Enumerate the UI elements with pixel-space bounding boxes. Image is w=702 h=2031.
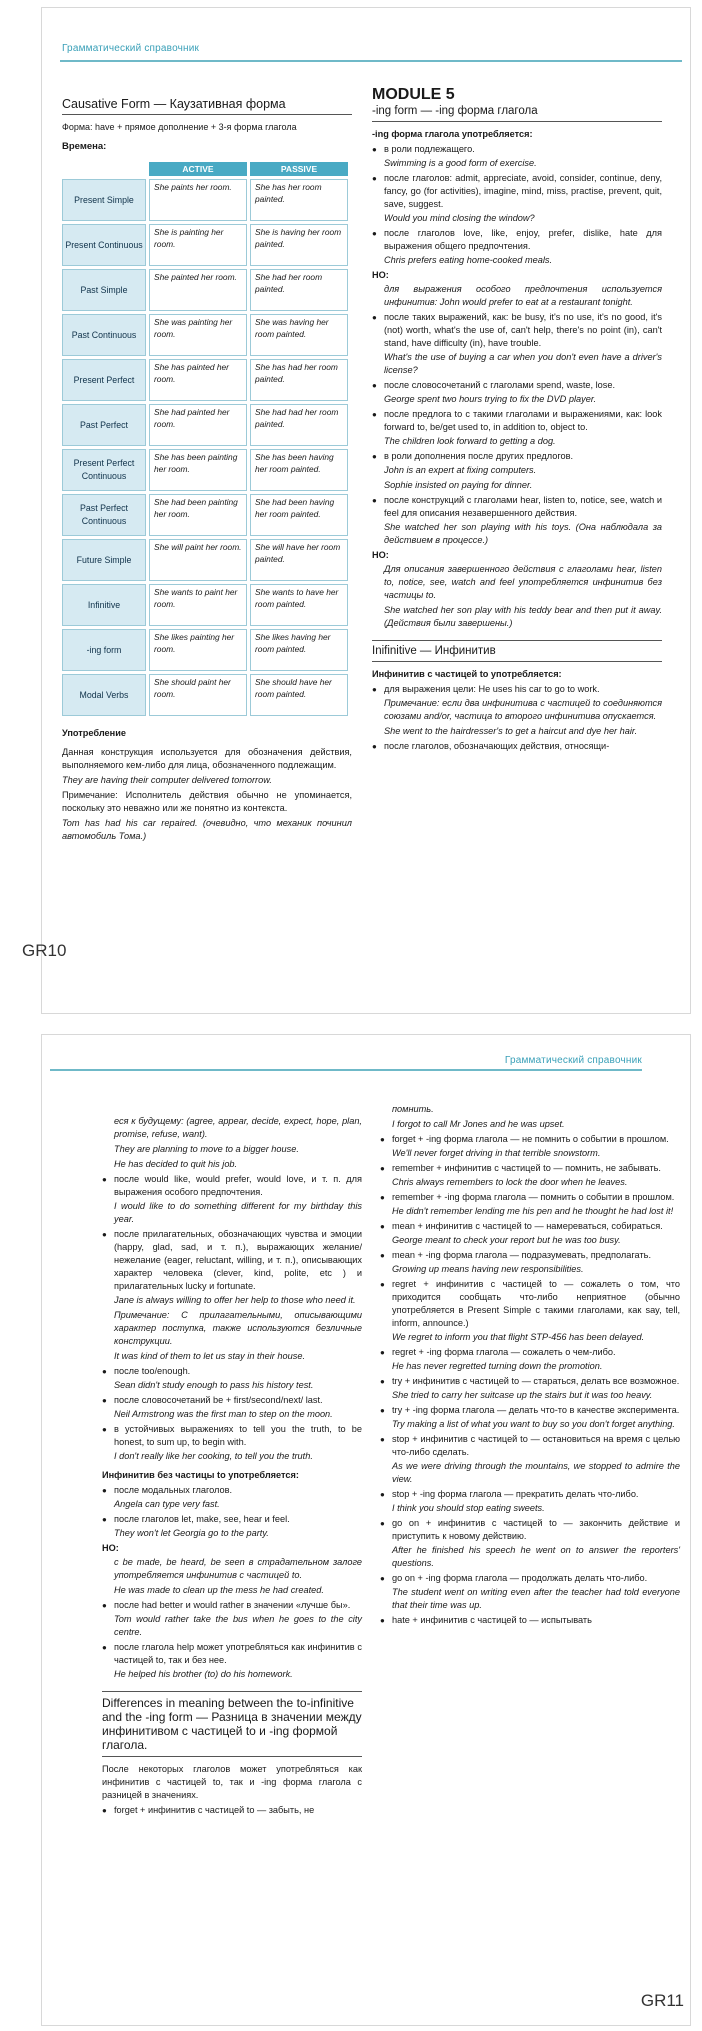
list-item: ● после словосочетаний с глаголами spend, waste, lose. (372, 379, 662, 392)
table-corner (62, 162, 146, 176)
tense-cell: Modal Verbs (62, 674, 146, 716)
inf-intro: Инфинитив с частицей to употребляется: (372, 669, 562, 679)
table-row (62, 494, 348, 536)
list-item: ● mean + -ing форма глагола — подразумевать, предполагать. (380, 1249, 680, 1262)
diff-title: Differences in meaning between the to-infinitive and the -ing form — Разница в значении между инфинитивом с частицей to и -ing формой глагола. (102, 1691, 362, 1757)
header-rule (50, 1069, 642, 1071)
example-line: Try making a list of what you want to buy so you don't forget anything. (392, 1419, 675, 1429)
example-line: Примечание: С прилагательными, описывающими характер поступка, также используются безличные конструкции. (114, 1310, 362, 1346)
example-line: George meant to check your report but he was too busy. (392, 1235, 621, 1245)
active-cell: She has painted her room. (149, 359, 247, 401)
list-item: ● в роли подлежащего. (372, 143, 662, 156)
example-line: Sean didn't study enough to pass his history test. (114, 1380, 314, 1390)
example-line: для выражения особого предпочтения используется инфинитив: John would prefer to eat at a restaurant tonight. (384, 284, 662, 307)
forma-line: Форма: have + прямое дополнение + 3-я форма глагола (62, 122, 297, 132)
vremena-label: Времена: (62, 141, 107, 152)
table-row (62, 584, 348, 626)
example-line: Chris prefers eating home-cooked meals. (384, 255, 553, 265)
table-row (62, 404, 348, 446)
list-item: ● после would like, would prefer, would love, и т. п. для выражения особого предпочтения. (102, 1173, 362, 1199)
example-line: We'll never forget driving in that terrible snowstorm. (392, 1148, 601, 1158)
example-line: Swimming is a good form of exercise. (384, 158, 537, 168)
example-line: c be made, be heard, be seen в страдательном залоге употребляется инфинитив с частицей to. (114, 1557, 362, 1580)
causative-title: Causative Form — Каузативная форма (62, 98, 352, 115)
causative-column (62, 98, 352, 845)
list-item: ● после глагола help может употребляться как инфинитив с частицей to, так и без нее. (102, 1641, 362, 1667)
list-item: ● go on + -ing форма глагола — продолжать делать что-либо. (380, 1572, 680, 1585)
passive-cell: She was having her room painted. (250, 314, 348, 356)
example-line: помнить. (392, 1104, 434, 1114)
page-gr11 (42, 1035, 690, 2025)
example-line: They won't let Georgia go to the party. (114, 1528, 269, 1538)
page-number: GR10 (22, 941, 67, 960)
bare-inf-list (102, 1484, 362, 1681)
example-line: He was made to clean up the mess he had created. (114, 1585, 324, 1595)
passive-cell: She wants to have her room painted. (250, 584, 348, 626)
diff-intro: После некоторых глаголов может употребляться как инфинитив с частицей to, так и -ing форма глагола с разницей в значениях. (102, 1764, 362, 1800)
diff-last: ● forget + инфинитив с частицей to — забыть, не (102, 1804, 362, 1817)
passive-cell: She has had her room painted. (250, 359, 348, 401)
list-item: ● после глаголов, обозначающих действия, относящи- (372, 740, 662, 753)
active-cell: She wants to paint her room. (149, 584, 247, 626)
usage-title: Употребление (62, 728, 126, 738)
list-item: ● regret + -ing форма глагола — сожалеть о чем-либо. (380, 1346, 680, 1359)
list-item: ● после предлога to с такими глаголами и выражениями, как: look forward to, be/get used to, in addition to, object to. (372, 408, 662, 434)
infinitive-list (102, 1115, 362, 1463)
list-item: ● после глаголов let, make, see, hear и feel. (102, 1513, 362, 1526)
list-item: ● после конструкций с глаголами hear, listen to, notice, see, watch и feel для описания незавершенного действия. (372, 494, 662, 520)
example-line: We regret to inform you that flight STP-456 has been delayed. (392, 1332, 645, 1342)
tense-cell: Future Simple (62, 539, 146, 581)
tense-cell: Infinitive (62, 584, 146, 626)
example-line: Sophie insisted on paying for dinner. (384, 480, 533, 490)
example-line: I don't really like her cooking, to tell you the truth. (114, 1451, 313, 1461)
list-item: ● try + инфинитив с частицей to — стараться, делать все возможное. (380, 1375, 680, 1388)
active-cell: She had painted her room. (149, 404, 247, 446)
list-item: ● stop + -ing форма глагола — прекратить делать что-либо. (380, 1488, 680, 1501)
tense-cell: Present Continuous (62, 224, 146, 266)
table-row (62, 314, 348, 356)
example-line: She watched her son play with his teddy bear and then put it away. (Действия были завершены.) (384, 605, 662, 628)
but-label: НО: (372, 550, 389, 560)
example-line: He helped his brother (to) do his homework. (114, 1669, 293, 1679)
example-line: Neil Armstrong was the first man to step on the moon. (114, 1409, 333, 1419)
list-item: ● remember + -ing форма глагола — помнить о событии в прошлом. (380, 1191, 680, 1204)
list-item: ● в устойчивых выражениях to tell you the truth, to be honest, to sum up, to begin with. (102, 1423, 362, 1449)
running-head: Грамматический справочник (62, 43, 200, 54)
tense-cell: -ing form (62, 629, 146, 671)
inf-list (372, 683, 662, 753)
example-line: Tom would rather take the bus when he goes to the city centre. (114, 1614, 362, 1637)
active-cell: She likes painting her room. (149, 629, 247, 671)
example-line: George spent two hours trying to fix the DVD player. (384, 394, 597, 404)
table-row (62, 224, 348, 266)
tense-cell: Past Perfect (62, 404, 146, 446)
example-line: Примечание: если два инфинитива с частицей to соединяются союзами and/or, частица to второго инфинитива опускается. (384, 698, 662, 721)
example-line: Для описания завершенного действия с глаголами hear, listen to, notice, see, watch and feel употребляется инфинитив без частицы to. (384, 564, 662, 600)
passive-cell: She will have her room painted. (250, 539, 348, 581)
active-cell: She painted her room. (149, 269, 247, 311)
list-item: ● после глаголов love, like, enjoy, prefer, dislike, hate для выражения общего предпочтения. (372, 227, 662, 253)
meaning-list (380, 1103, 680, 1627)
header-rule (60, 60, 682, 62)
table-row (62, 359, 348, 401)
passive-cell: She has been having her room painted. (250, 449, 348, 491)
ing-column (372, 88, 662, 754)
usage-text: Данная конструкция используется для обозначения действия, выполняемого кем-либо для лица, обозначенного подлежащим. (62, 747, 352, 770)
example-line: I forgot to call Mr Jones and he was upset. (392, 1119, 565, 1129)
active-cell: She paints her room. (149, 179, 247, 221)
causative-table (59, 159, 351, 719)
active-cell: She was painting her room. (149, 314, 247, 356)
ing-subtitle: -ing form — -ing форма глагола (372, 105, 662, 122)
table-row (62, 539, 348, 581)
tense-cell: Past Continuous (62, 314, 146, 356)
list-item: ● после прилагательных, обозначающих чувства и эмоции (happy, glad, sad, и т. п.), выражающих желание/нежелание (eager, reluctant, willing, и т. п.), описывающих характер человека (clever, kind, polite, etc ) и прилагательных lucky и fortunate. (102, 1228, 362, 1293)
header-passive: PASSIVE (250, 162, 348, 176)
module-title: MODULE 5 (372, 86, 455, 103)
note: Примечание: Исполнитель действия обычно не упоминается, поскольку это неважно или же понятно из контекста. (62, 790, 352, 813)
list-item: ● stop + инфинитив с частицей to — остановиться на время с целью что-либо сделать. (380, 1433, 680, 1459)
note-example: Tom has had his car repaired. (очевидно, что механик починил автомобиль Тома.) (62, 818, 352, 841)
example-line: Chris always remembers to lock the door when he leaves. (392, 1177, 628, 1187)
example-line: He has decided to quit his job. (114, 1159, 238, 1169)
list-item: ● remember + инфинитив с частицей to — помнить, не забывать. (380, 1162, 680, 1175)
example-line: As we were driving through the mountains, we stopped to admire the view. (392, 1461, 680, 1484)
table-row (62, 179, 348, 221)
list-item: ● forget + -ing форма глагола — не помнить о событии в прошлом. (380, 1133, 680, 1146)
header-active: ACTIVE (149, 162, 247, 176)
example-line: She went to the hairdresser's to get a haircut and dye her hair. (384, 726, 638, 736)
list-item: ● для выражения цели: He uses his car to go to work. (372, 683, 662, 696)
list-item: ● regret + инфинитив с частицей to — сожалеть о том, что приходится сообщать что-либо неприятное (обычно употребляется в Present Simple с такими глаголами, как say, tell, inform, announce.) (380, 1278, 680, 1330)
example-line: John is an expert at fixing computers. (384, 465, 537, 475)
page-gr10 (22, 8, 690, 1013)
passive-cell: She is having her room painted. (250, 224, 348, 266)
example-line: I would like to do something different for my birthday this year. (114, 1201, 362, 1224)
example-line: I think you should stop eating sweets. (392, 1503, 545, 1513)
example-line: The student went on writing even after the teacher had told everyone that their time was up. (392, 1587, 680, 1610)
example-line: Angela can type very fast. (114, 1499, 220, 1509)
list-item: ● hate + инфинитив с частицей to — испытывать (380, 1614, 680, 1627)
list-item: ● go on + инфинитив с частицей to — закончить действие и приступить к новому действию. (380, 1517, 680, 1543)
table-body (62, 179, 348, 716)
example-line: He has never regretted turning down the promotion. (392, 1361, 603, 1371)
example-line: еся к будущему: (agree, appear, decide, expect, hope, plan, promise, refuse, want). (114, 1116, 362, 1139)
active-cell: She has been painting her room. (149, 449, 247, 491)
example-line: She tried to carry her suitcase up the stairs but it was too heavy. (392, 1390, 653, 1400)
list-item: ● после модальных глаголов. (102, 1484, 362, 1497)
tense-cell: Present Perfect Continuous (62, 449, 146, 491)
list-item: ● в роли дополнения после других предлогов. (372, 450, 662, 463)
infinitive-column (102, 1115, 362, 1818)
passive-cell: She had had her room painted. (250, 404, 348, 446)
but-label: НО: (102, 1543, 119, 1553)
table-row (62, 629, 348, 671)
example-line: It was kind of them to let us stay in their house. (114, 1351, 305, 1361)
running-head: Грамматический справочник (504, 1055, 642, 1066)
active-cell: She will paint her room. (149, 539, 247, 581)
passive-cell: She likes having her room painted. (250, 629, 348, 671)
list-item: ● после too/enough. (102, 1365, 362, 1378)
tense-cell: Present Simple (62, 179, 146, 221)
example-line: Growing up means having new responsibilities. (392, 1264, 584, 1274)
example-line: Jane is always willing to offer her help to those who need it. (114, 1295, 356, 1305)
page-number: GR11 (640, 1991, 684, 2010)
list-item: ● после таких выражений, как: be busy, it's no use, it's no good, it's (not) worth, what's the use of, can't help, there's no point (in), can't stand, have difficulty (in), have trouble. (372, 311, 662, 350)
but-label: НО: (372, 270, 389, 280)
inf-title: Inifinitive — Инфинитив (372, 640, 662, 662)
example-line: What's the use of buying a car when you don't even have a driver's license? (384, 352, 662, 375)
table-row (62, 674, 348, 716)
tense-cell: Past Perfect Continuous (62, 494, 146, 536)
list-item: ● mean + инфинитив с частицей to — намереваться, собираться. (380, 1220, 680, 1233)
ing-list (372, 143, 662, 630)
tense-cell: Past Simple (62, 269, 146, 311)
list-item: ● после словосочетаний be + first/second/next/ last. (102, 1394, 362, 1407)
ing-intro: -ing форма глагола употребляется: (372, 129, 533, 139)
table-row (62, 449, 348, 491)
list-item: ● после had better и would rather в значении «лучше бы». (102, 1599, 362, 1612)
active-cell: She should paint her room. (149, 674, 247, 716)
usage-example: They are having their computer delivered tomorrow. (62, 775, 272, 785)
example-line: Would you mind closing the window? (384, 213, 535, 223)
passive-cell: She should have her room painted. (250, 674, 348, 716)
example-line: They are planning to move to a bigger house. (114, 1144, 299, 1154)
active-cell: She had been painting her room. (149, 494, 247, 536)
list-item: ● try + -ing форма глагола — делать что-то в качестве эксперимента. (380, 1404, 680, 1417)
meaning-column (380, 1103, 680, 1628)
passive-cell: She had her room painted. (250, 269, 348, 311)
active-cell: She is painting her room. (149, 224, 247, 266)
example-line: The children look forward to getting a dog. (384, 436, 556, 446)
passive-cell: She had been having her room painted. (250, 494, 348, 536)
example-line: He didn't remember lending me his pen and he thought he had lost it! (392, 1206, 674, 1216)
example-line: After he finished his speech he went on to answer the reporters' questions. (392, 1545, 680, 1568)
table-row (62, 269, 348, 311)
bare-inf-label: Инфинитив без частицы to употребляется: (102, 1470, 299, 1480)
passive-cell: She has her room painted. (250, 179, 348, 221)
tense-cell: Present Perfect (62, 359, 146, 401)
example-line: She watched her son playing with his toys. (Она наблюдала за действием в процессе.) (384, 522, 662, 545)
list-item: ● после глаголов: admit, appreciate, avoid, consider, continue, deny, fancy, go (for activities), imagine, mind, miss, practise, prevent, quit, save, suggest. (372, 172, 662, 211)
